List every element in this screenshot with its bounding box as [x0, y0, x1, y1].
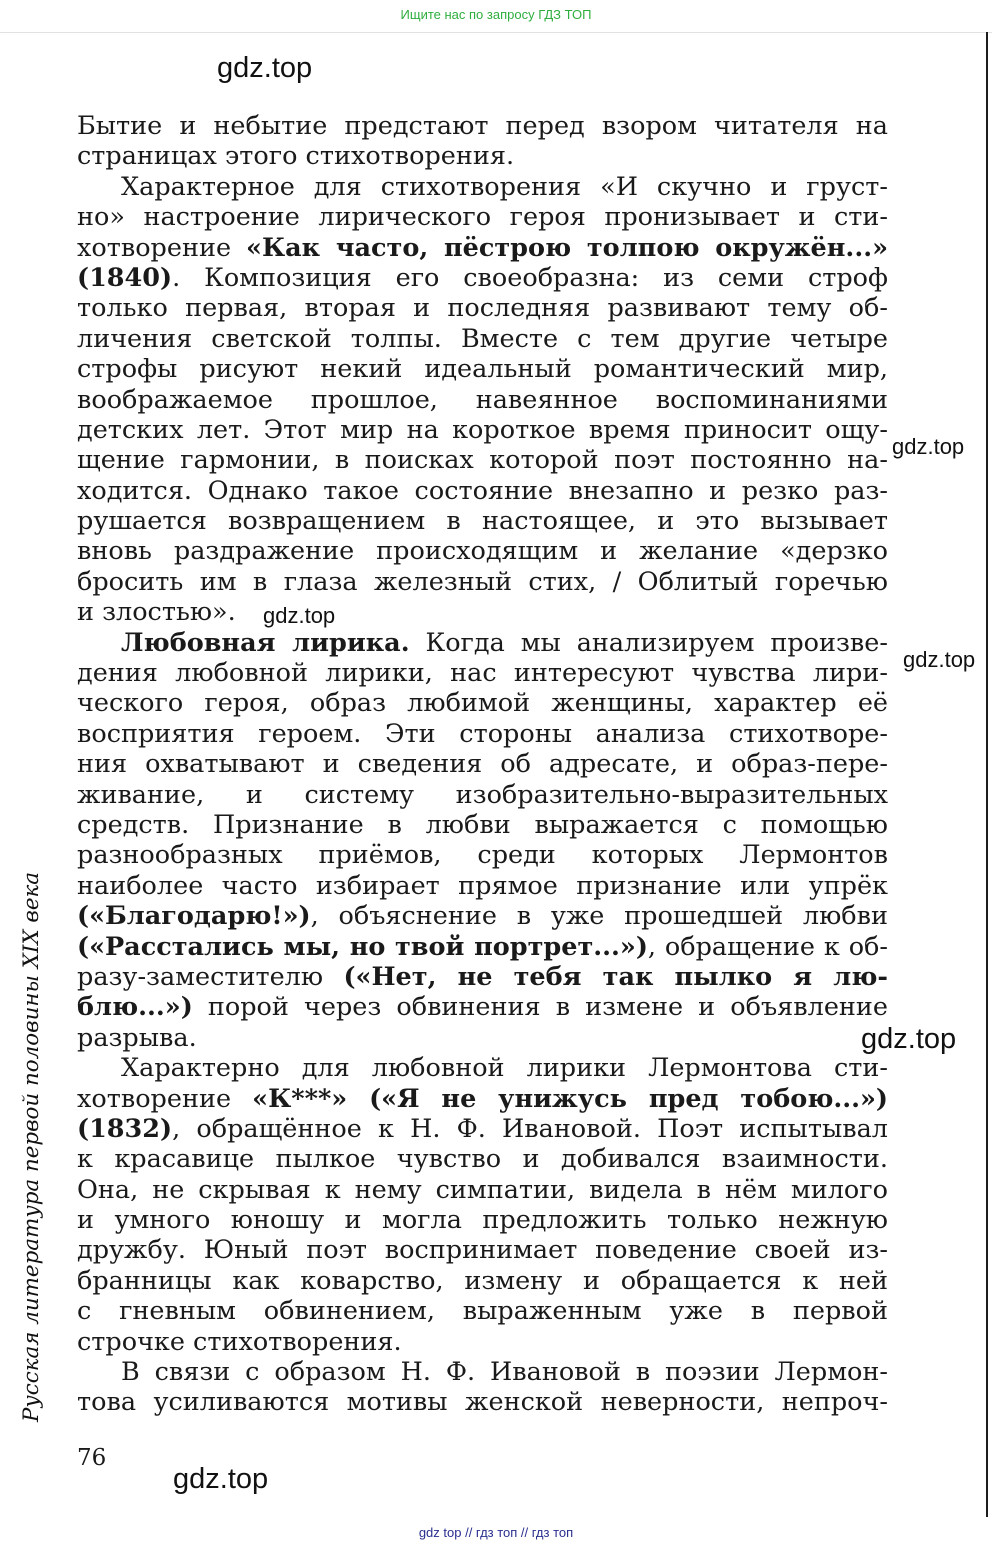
text-span: строфы рисуют некий идеальный романтический мир, [77, 354, 888, 385]
text-span: това усиливаются мотивы женской неверности, непроч- [77, 1387, 888, 1418]
text-line [77, 1175, 888, 1205]
text-span: дения любовной лирики, нас интересуют чувства лири- [77, 658, 888, 689]
text-line [77, 141, 888, 171]
text-span: Характерно для любовной лирики Лермонтова сти- [121, 1053, 888, 1084]
text-line [77, 172, 888, 202]
text-line [77, 1023, 888, 1053]
bold-text: «К***» («Я не унижусь пред тобою...») [252, 1083, 888, 1114]
text-line [77, 688, 888, 718]
text-span: вновь раздражение происходящим и желание «дерзко [77, 536, 888, 567]
text-line [77, 1296, 888, 1326]
bold-text: блю...») [77, 992, 193, 1023]
text-line [77, 202, 888, 232]
text-span: разрыва. [77, 1022, 197, 1053]
text-line [77, 810, 888, 840]
text-span: , обращение к об- [647, 931, 888, 962]
text-line [77, 385, 888, 415]
text-span: и умного юношу и могла предложить только нежную [77, 1205, 888, 1236]
text-span: и злостью». [77, 597, 236, 628]
page-body-text [77, 111, 888, 1418]
bold-text: («Благодарю!») [77, 901, 311, 932]
text-span: живание, и систему изобразительно-выразительных [77, 779, 888, 810]
text-line [77, 719, 888, 749]
text-line [77, 1357, 888, 1387]
text-span: щение гармонии, в поисках которой поэт постоянно на- [77, 445, 888, 476]
sidebar-title-text: Русская литература первой половины XIX века [19, 871, 44, 1422]
text-line [77, 111, 888, 141]
bold-text: «Как часто, пёстрою толпою окружён...» [246, 232, 888, 263]
text-span: дружбу. Юный поэт воспринимает поведение своей из- [77, 1235, 888, 1266]
text-span: хотворение [77, 1083, 253, 1114]
text-span: хотворение [77, 232, 247, 263]
top-banner: Ищите нас по запросу ГДЗ ТОП [0, 0, 992, 33]
text-line [77, 658, 888, 688]
text-span: строчке стихотворения. [77, 1326, 402, 1357]
text-line [77, 233, 888, 263]
bold-text: Любовная лирика. [121, 627, 410, 658]
text-line [77, 1387, 888, 1417]
text-span: Когда мы анализируем произве- [409, 627, 888, 658]
text-line [77, 1205, 888, 1235]
text-line [77, 1084, 888, 1114]
text-span: Характерное для стихотворения «И скучно и груст- [121, 171, 888, 202]
watermark: gdz.top [217, 52, 313, 84]
text-line [77, 992, 888, 1022]
text-line [77, 354, 888, 384]
watermark: gdz.top [903, 647, 976, 672]
sidebar-running-title [14, 852, 54, 1422]
text-span: , обращённое к Н. Ф. Ивановой. Поэт испытывал [172, 1113, 888, 1144]
text-span: восприятия героем. Эти стороны анализа стихотворе- [77, 718, 888, 749]
text-line [77, 476, 888, 506]
text-line [77, 1266, 888, 1296]
text-span: к красавице пылкое чувство и добивался взаимности. [77, 1144, 888, 1175]
bold-text: («Расстались мы, но твой портрет...») [77, 931, 648, 962]
text-span: Бытие и небытие предстают перед взором читателя на [77, 111, 888, 141]
text-line [77, 1053, 888, 1083]
text-line [77, 932, 888, 962]
bold-text: (1840) [77, 262, 173, 293]
text-line [77, 962, 888, 992]
text-line [77, 628, 888, 658]
page-number: 76 [77, 1445, 107, 1471]
watermark: gdz.top [173, 1463, 269, 1495]
text-span: с гневным обвинением, выраженным уже в первой [77, 1296, 888, 1327]
text-span: бросить им в глаза железный стих, / Облитый горечью [77, 566, 888, 597]
text-span: разнообразных приёмов, среди которых Лермонтов [77, 840, 888, 871]
text-line [77, 293, 888, 323]
text-span: но» настроение лирического героя пронизывает и сти- [77, 202, 888, 233]
text-line [77, 1114, 888, 1144]
text-line [77, 263, 888, 293]
text-line [77, 445, 888, 475]
text-span: воображаемое прошлое, навеянное воспоминаниями [77, 384, 888, 415]
text-span: ходится. Однако такое состояние внезапно и резко раз- [77, 475, 888, 506]
text-span: рушается возвращением в настоящее, и это вызывает [77, 506, 888, 537]
text-span: Она, не скрывая к нему симпатии, видела в нём милого [77, 1174, 888, 1205]
text-span: средств. Признание в любви выражается с помощью [77, 809, 888, 840]
text-line [77, 901, 888, 931]
text-span: страницах этого стихотворения. [77, 141, 515, 172]
bold-text: (1832) [77, 1113, 173, 1144]
text-span: бранницы как коварство, измену и обращается к ней [77, 1265, 888, 1296]
text-line [77, 780, 888, 810]
text-span: . Композиция его своеобразна: из семи строф [172, 262, 888, 293]
text-line [77, 1144, 888, 1174]
text-line [77, 506, 888, 536]
text-span: ческого героя, образ любимой женщины, характер её [77, 688, 888, 719]
text-line [77, 597, 888, 627]
watermark: gdz.top [861, 1023, 957, 1055]
text-line [77, 536, 888, 566]
text-line [77, 840, 888, 870]
footer-links: gdz top // гдз топ // гдз топ [418, 1525, 574, 1540]
text-span: порой через обвинения в измене и объявление [192, 992, 888, 1023]
text-span: ния охватывают и сведения об адресате, и образ-пере- [77, 749, 888, 780]
text-span: разу-заместителю [77, 961, 344, 992]
text-span: , объяснение в уже прошедшей любви [310, 901, 888, 932]
text-span: наиболее часто избирает прямое признание или упрёк [77, 870, 888, 901]
text-span: личения светской толпы. Вместе с тем другие четыре [77, 323, 888, 354]
text-span: детских лет. Этот мир на короткое время приносит ощу- [77, 414, 888, 445]
text-line [77, 1327, 888, 1357]
bold-text: («Нет, не тебя так пылко я лю- [343, 961, 888, 992]
text-span: только первая, вторая и последняя развивают тему об- [77, 293, 888, 324]
text-line [77, 871, 888, 901]
text-line [77, 749, 888, 779]
text-span: В связи с образом Н. Ф. Ивановой в поэзии Лермон- [121, 1357, 888, 1388]
watermark: gdz.top [892, 434, 965, 459]
text-line [77, 1235, 888, 1265]
page-edge-divider [986, 32, 988, 1517]
watermark: gdz.top [263, 603, 336, 628]
text-line [77, 415, 888, 445]
text-line [77, 567, 888, 597]
text-line [77, 324, 888, 354]
